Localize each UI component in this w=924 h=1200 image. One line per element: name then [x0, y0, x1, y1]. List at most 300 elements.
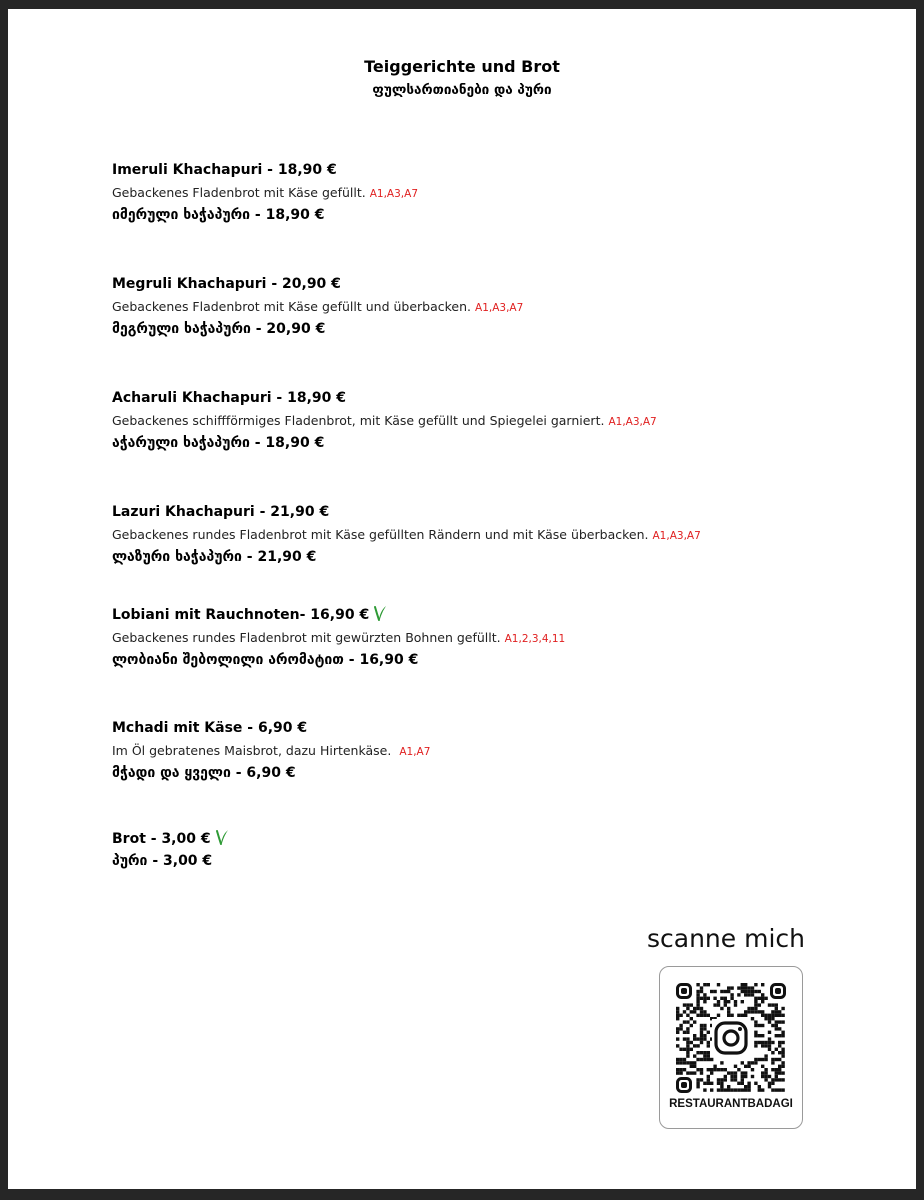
qr-module: [679, 1058, 682, 1061]
menu-item-name: Acharuli Khachapuri - 18,90 €: [112, 390, 347, 406]
qr-module: [737, 1088, 740, 1091]
qr-module: [696, 1007, 699, 1010]
qr-module: [754, 1044, 757, 1047]
qr-module: [727, 1071, 730, 1074]
qr-module: [771, 1003, 774, 1006]
qr-module: [747, 1085, 750, 1088]
qr-module: [703, 1054, 706, 1057]
qr-module: [696, 1037, 699, 1040]
qr-module: [754, 1000, 757, 1003]
qr-module: [741, 986, 744, 989]
qr-module: [761, 1014, 764, 1017]
qr-module: [771, 1058, 774, 1061]
qr-module: [734, 1065, 737, 1068]
qr-module: [744, 1014, 747, 1017]
qr-module: [747, 1010, 750, 1013]
qr-module: [744, 993, 747, 996]
qr-module: [747, 990, 750, 993]
menu-item-name: Lobiani mit Rauchnoten- 16,90 €: [112, 604, 565, 625]
qr-handle-label: RESTAURANTBADAGI: [669, 1098, 793, 1110]
qr-module: [707, 1014, 710, 1017]
qr-module: [683, 1020, 686, 1023]
qr-module: [764, 1078, 767, 1081]
qr-module: [741, 1071, 744, 1074]
qr-module: [781, 1071, 784, 1074]
qr-module: [720, 1082, 723, 1085]
qr-module: [707, 1041, 710, 1044]
qr-module: [710, 1071, 713, 1074]
qr-module: [747, 993, 750, 996]
qr-module: [744, 983, 747, 986]
menu-item-description: Im Öl gebratenes Maisbrot, dazu Hirtenkäse. A1,A7: [112, 743, 431, 758]
qr-module: [690, 1024, 693, 1027]
menu-item-georgian: მჭადი და ყველი - 6,90 €: [112, 765, 296, 781]
qr-module: [761, 1000, 764, 1003]
qr-module: [703, 1088, 706, 1091]
qr-module: [703, 1014, 706, 1017]
qr-module: [768, 1014, 771, 1017]
qr-module: [761, 1065, 764, 1068]
qr-module: [775, 1058, 778, 1061]
qr-module: [683, 1031, 686, 1034]
qr-module: [727, 1000, 730, 1003]
qr-module: [686, 1044, 689, 1047]
qr-module: [727, 1085, 730, 1088]
menu-header: [0, 56, 924, 100]
instagram-qr-card[interactable]: [659, 966, 803, 1129]
menu-item-acharuli: [112, 388, 657, 453]
qr-module: [764, 1075, 767, 1078]
qr-module: [686, 1007, 689, 1010]
qr-module: [775, 1010, 778, 1013]
allergen-codes: A1,2,3,4,11: [504, 633, 566, 645]
qr-module: [724, 1075, 727, 1078]
qr-module: [741, 990, 744, 993]
qr-module: [775, 1003, 778, 1006]
qr-module: [754, 1024, 757, 1027]
qr-module: [761, 1071, 764, 1074]
qr-module: [758, 990, 761, 993]
qr-module: [713, 990, 716, 993]
qr-module: [741, 1082, 744, 1085]
qr-module: [761, 997, 764, 1000]
menu-item-brot: [112, 828, 230, 871]
qr-module: [761, 1044, 764, 1047]
qr-module: [751, 986, 754, 989]
qr-module: [781, 1031, 784, 1034]
qr-module: [700, 1034, 703, 1037]
qr-module: [696, 1051, 699, 1054]
qr-module: [768, 1048, 771, 1051]
qr-module: [768, 1085, 771, 1088]
qr-module: [679, 1024, 682, 1027]
qr-module: [741, 1088, 744, 1091]
qr-module: [676, 1027, 679, 1030]
qr-module: [768, 1031, 771, 1034]
qr-module: [781, 1034, 784, 1037]
qr-module: [700, 1007, 703, 1010]
qr-module: [761, 1075, 764, 1078]
qr-module: [778, 1014, 781, 1017]
qr-module: [717, 1068, 720, 1071]
qr-module: [771, 1051, 774, 1054]
qr-module: [754, 997, 757, 1000]
qr-module: [781, 1007, 784, 1010]
qr-module: [758, 1058, 761, 1061]
menu-item-name: Imeruli Khachapuri - 18,90 €: [112, 162, 337, 178]
qr-module: [707, 1082, 710, 1085]
qr-module: [683, 1048, 686, 1051]
qr-module: [717, 1078, 720, 1081]
qr-module: [690, 1048, 693, 1051]
qr-module: [700, 997, 703, 1000]
qr-module: [713, 1065, 716, 1068]
qr-module: [778, 1020, 781, 1023]
qr-module: [696, 1085, 699, 1088]
qr-module: [775, 1007, 778, 1010]
qr-module: [781, 1078, 784, 1081]
menu-item-description: Gebackenes Fladenbrot mit Käse gefüllt und überbacken. A1,A3,A7: [112, 299, 524, 314]
qr-module: [690, 1010, 693, 1013]
qr-module: [764, 1041, 767, 1044]
qr-module: [686, 1041, 689, 1044]
qr-module: [720, 1061, 723, 1064]
qr-module: [693, 1071, 696, 1074]
qr-module: [703, 997, 706, 1000]
qr-module: [696, 1058, 699, 1061]
qr-module: [730, 997, 733, 1000]
qr-module: [679, 1014, 682, 1017]
qr-module: [713, 1068, 716, 1071]
qr-module: [720, 1068, 723, 1071]
qr-module: [768, 1020, 771, 1023]
qr-module: [778, 1068, 781, 1071]
qr-module: [761, 1058, 764, 1061]
menu-item-lazuri: [112, 502, 701, 567]
qr-module: [690, 1071, 693, 1074]
qr-module: [744, 986, 747, 989]
qr-module: [676, 1010, 679, 1013]
page-title: Teiggerichte und Brot: [364, 57, 560, 76]
qr-module: [744, 1010, 747, 1013]
qr-module: [775, 1034, 778, 1037]
qr-module: [696, 990, 699, 993]
qr-module: [690, 1061, 693, 1064]
qr-module: [775, 1020, 778, 1023]
qr-module: [730, 986, 733, 989]
qr-module: [768, 1003, 771, 1006]
qr-module: [744, 1075, 747, 1078]
qr-module: [696, 1003, 699, 1006]
qr-module: [717, 1088, 720, 1091]
qr-module: [764, 1044, 767, 1047]
qr-module: [730, 1014, 733, 1017]
qr-module: [676, 1044, 679, 1047]
qr-module: [679, 1068, 682, 1071]
menu-item-name: Megruli Khachapuri - 20,90 €: [112, 276, 341, 292]
qr-module: [696, 1044, 699, 1047]
qr-module: [764, 997, 767, 1000]
menu-item-name: Lazuri Khachapuri - 21,90 €: [112, 504, 330, 520]
qr-module: [775, 1027, 778, 1030]
qr-module: [734, 1003, 737, 1006]
qr-module: [696, 983, 699, 986]
qr-module: [696, 1014, 699, 1017]
qr-module: [754, 1031, 757, 1034]
qr-module: [707, 997, 710, 1000]
menu-item-georgian: მეგრული ხაჭაპური - 20,90 €: [112, 321, 326, 337]
qr-module: [754, 983, 757, 986]
qr-module: [700, 1078, 703, 1081]
qr-module: [700, 990, 703, 993]
qr-module: [679, 1071, 682, 1074]
qr-module: [676, 1031, 679, 1034]
qr-module: [690, 1003, 693, 1006]
menu-item-description: Gebackenes schiffförmiges Fladenbrot, mit Käse gefüllt und Spiegelei garniert. A1,A3,A7: [112, 413, 657, 428]
qr-module: [700, 1051, 703, 1054]
qr-module: [703, 1058, 706, 1061]
qr-module: [676, 1007, 679, 1010]
qr-module: [710, 990, 713, 993]
qr-module: [700, 1071, 703, 1074]
qr-module: [686, 1054, 689, 1057]
qr-module: [761, 1034, 764, 1037]
qr-module: [703, 983, 706, 986]
qr-module: [764, 1017, 767, 1020]
qr-module: [754, 1041, 757, 1044]
qr-module: [761, 1010, 764, 1013]
qr-module: [700, 1037, 703, 1040]
qr-module: [690, 1065, 693, 1068]
qr-module: [720, 1088, 723, 1091]
qr-module: [700, 1014, 703, 1017]
qr-module: [686, 1027, 689, 1030]
qr-module: [754, 1061, 757, 1064]
qr-module: [700, 986, 703, 989]
qr-module: [747, 986, 750, 989]
menu-item-georgian: პური - 3,00 €: [112, 853, 213, 869]
qr-module: [686, 1020, 689, 1023]
qr-module: [747, 1065, 750, 1068]
qr-module: [676, 1058, 679, 1061]
qr-module: [768, 1082, 771, 1085]
qr-module: [696, 1000, 699, 1003]
qr-module: [700, 1024, 703, 1027]
qr-module: [676, 1014, 679, 1017]
qr-module: [754, 1058, 757, 1061]
qr-module: [703, 1037, 706, 1040]
qr-module: [781, 1041, 784, 1044]
qr-module: [737, 1068, 740, 1071]
qr-module: [720, 1085, 723, 1088]
qr-module: [761, 1024, 764, 1027]
qr-module: [724, 997, 727, 1000]
qr-module: [744, 1065, 747, 1068]
qr-module: [771, 1068, 774, 1071]
qr-module: [778, 1041, 781, 1044]
qr-module: [710, 1058, 713, 1061]
qr-module: [730, 1078, 733, 1081]
qr-module: [683, 1061, 686, 1064]
qr-module: [768, 1041, 771, 1044]
qr-module: [717, 983, 720, 986]
qr-module: [693, 1054, 696, 1057]
qr-module: [703, 1027, 706, 1030]
qr-module: [778, 1044, 781, 1047]
qr-module: [758, 1088, 761, 1091]
qr-module: [693, 1044, 696, 1047]
qr-module: [758, 1041, 761, 1044]
qr-module: [775, 1078, 778, 1081]
qr-module: [710, 1088, 713, 1091]
qr-module: [771, 1041, 774, 1044]
qr-module: [747, 1061, 750, 1064]
qr-module: [676, 1017, 679, 1020]
qr-module: [713, 997, 716, 1000]
qr-module: [683, 1010, 686, 1013]
qr-module: [775, 1048, 778, 1051]
qr-module: [761, 1088, 764, 1091]
qr-module: [754, 1020, 757, 1023]
qr-module: [775, 1071, 778, 1074]
menu-item-georgian: აჭარული ხაჭაპური - 18,90 €: [112, 435, 325, 451]
qr-module: [720, 1078, 723, 1081]
qr-module: [693, 1010, 696, 1013]
qr-module: [686, 1031, 689, 1034]
qr-module: [744, 1088, 747, 1091]
qr-module: [771, 1082, 774, 1085]
qr-module: [741, 1078, 744, 1081]
qr-module: [683, 1058, 686, 1061]
menu-item-georgian: ლაზური ხაჭაპური - 21,90 €: [112, 549, 317, 565]
qr-module: [693, 1065, 696, 1068]
qr-module: [700, 1041, 703, 1044]
qr-module: [730, 993, 733, 996]
qr-module: [747, 1007, 750, 1010]
qr-module: [778, 1034, 781, 1037]
qr-module: [676, 1037, 679, 1040]
qr-module: [727, 990, 730, 993]
qr-module: [734, 1075, 737, 1078]
qr-module: [693, 1061, 696, 1064]
qr-module: [686, 1051, 689, 1054]
qr-module: [690, 1041, 693, 1044]
qr-module: [751, 1068, 754, 1071]
qr-module: [737, 993, 740, 996]
qr-module: [771, 1010, 774, 1013]
qr-module: [768, 1044, 771, 1047]
qr-module: [727, 1010, 730, 1013]
qr-module: [693, 1020, 696, 1023]
qr-module: [758, 1010, 761, 1013]
qr-module: [751, 1010, 754, 1013]
qr-module: [717, 1000, 720, 1003]
qr-module: [717, 1014, 720, 1017]
qr-module: [700, 1027, 703, 1030]
qr-module: [764, 1071, 767, 1074]
qr-module: [683, 1037, 686, 1040]
qr-module: [734, 1078, 737, 1081]
qr-module: [679, 1027, 682, 1030]
qr-module: [758, 1003, 761, 1006]
qr-module: [724, 1088, 727, 1091]
qr-module: [696, 1078, 699, 1081]
qr-module: [771, 1078, 774, 1081]
qr-module: [720, 990, 723, 993]
qr-module: [707, 1031, 710, 1034]
qr-module: [700, 1068, 703, 1071]
qr-module: [778, 1027, 781, 1030]
qr-module: [707, 1044, 710, 1047]
vegetarian-leaf-icon: [214, 828, 230, 846]
qr-module: [751, 1007, 754, 1010]
qr-module: [771, 1024, 774, 1027]
qr-module: [768, 1075, 771, 1078]
qr-module: [778, 1065, 781, 1068]
qr-module: [754, 1034, 757, 1037]
qr-module: [730, 1075, 733, 1078]
qr-module: [700, 1058, 703, 1061]
qr-module: [744, 1071, 747, 1074]
qr-module: [724, 1000, 727, 1003]
qr-module: [737, 986, 740, 989]
qr-module: [693, 1037, 696, 1040]
scan-me-text: scanne mich: [647, 924, 805, 953]
qr-module: [710, 1068, 713, 1071]
qr-module: [717, 1082, 720, 1085]
qr-module: [707, 1054, 710, 1057]
page-subtitle: ფულსართიანები და პური: [372, 82, 552, 98]
qr-module: [727, 1014, 730, 1017]
qr-module: [707, 1075, 710, 1078]
qr-module: [768, 1037, 771, 1040]
qr-module: [764, 1054, 767, 1057]
qr-module: [724, 1078, 727, 1081]
qr-module: [703, 1051, 706, 1054]
qr-module: [727, 1088, 730, 1091]
qr-module: [730, 1088, 733, 1091]
qr-module: [781, 1061, 784, 1064]
qr-module: [781, 1088, 784, 1091]
qr-module: [775, 1075, 778, 1078]
qr-code[interactable]: [676, 983, 786, 1093]
qr-module: [696, 997, 699, 1000]
qr-module: [703, 1010, 706, 1013]
qr-module: [754, 990, 757, 993]
qr-module: [751, 1075, 754, 1078]
qr-module: [764, 1058, 767, 1061]
qr-module: [778, 1071, 781, 1074]
qr-module: [781, 1014, 784, 1017]
qr-module: [771, 1061, 774, 1064]
qr-module: [781, 1054, 784, 1057]
qr-module: [775, 1068, 778, 1071]
qr-module: [778, 1058, 781, 1061]
qr-module: [754, 1007, 757, 1010]
qr-module: [727, 986, 730, 989]
qr-module: [744, 990, 747, 993]
qr-module: [703, 1000, 706, 1003]
qr-module: [693, 1034, 696, 1037]
menu-item-mchadi: [112, 718, 430, 783]
qr-module: [707, 1068, 710, 1071]
menu-item-megruli: [112, 274, 523, 339]
qr-module: [764, 1014, 767, 1017]
qr-module: [781, 1048, 784, 1051]
qr-module: [707, 1051, 710, 1054]
menu-item-description: Gebackenes Fladenbrot mit Käse gefüllt. A1,A3,A7: [112, 185, 418, 200]
qr-module: [775, 1014, 778, 1017]
